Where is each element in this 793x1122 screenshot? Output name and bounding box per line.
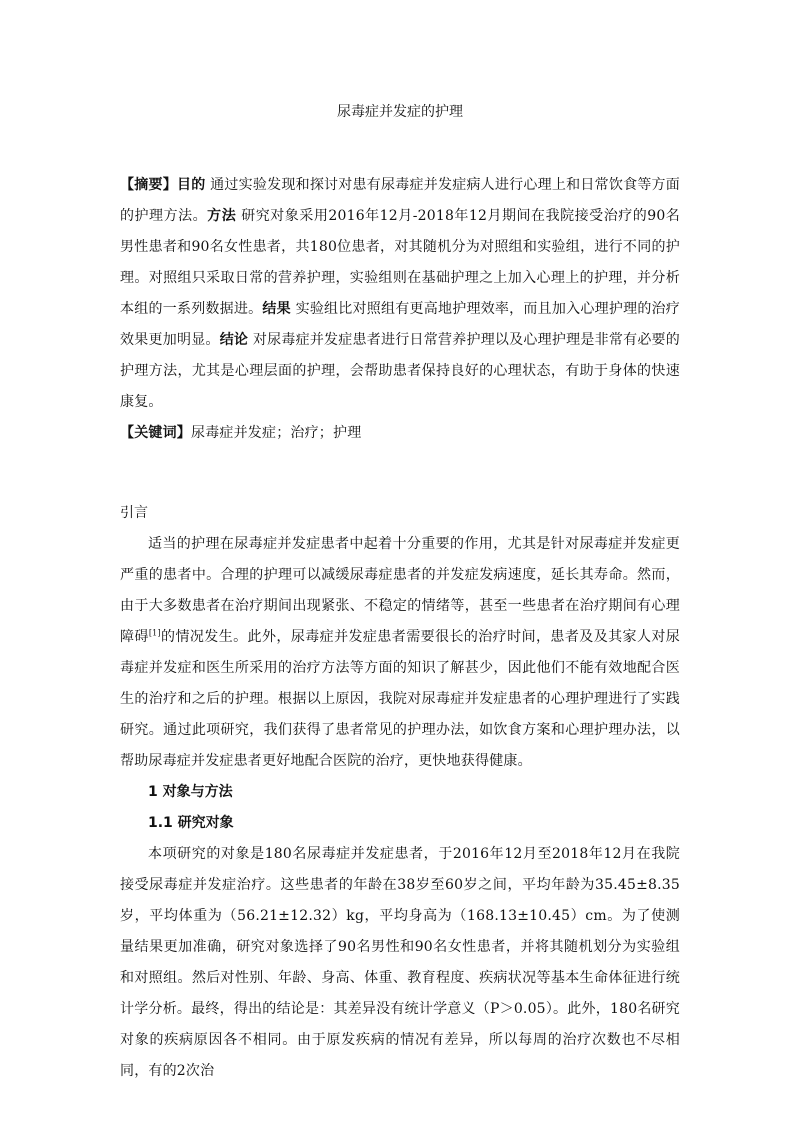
keywords-label: 【关键词】 [120,425,191,441]
method-text: 研究对象采用2016年12月-2018年12月期间在我院接受治疗的90名男性患者和90名女性患者，共180位患者，对其随机分为对照组和实验组，进行不同的护理。对照组只采取日常的营养护理，实验组则在基础护理之上加入心理上的护理，并分析本组的一系列数据进。 [120,208,681,317]
intro-text-part2: 的情况发生。此外，尿毒症并发症患者需要很长的治疗时间，患者及及其家人对尿毒症并发症和医生所采用的治疗方法等方面的知识了解甚少，因此他们不能有效地配合医生的治疗和之后的护理。根据以上原因，我院对尿毒症并发症患者的心理护理进行了实践研究。通过此项研究，我们获得了患者常见的护理办法，如饮食方案和心理护理办法，以帮助尿毒症并发症患者更好地配合医院的治疗，更快地获得健康。 [120,629,681,769]
subjects-paragraph: 本项研究的对象是180名尿毒症并发症患者，于2016年12月至2018年12月在我院接受尿毒症并发症治疗。这些患者的年龄在38岁至60岁之间，平均年龄为35.45±8.35岁，平均体重为（56.21±12.32）kg，平均身高为（168.13±10.45）cm。为了使测量结果更加准确，研究对象选择了90名男性和90名女性患者，并将其随机划分为实验组和对照组。然后对性别、年龄、身高、体重、教育程度、疾病状况等基本生命体征进行统计学分析。最终，得出的结论是：其差异没有统计学意义（P＞0.05）。此外，180名研究对象的疾病原因各不相同。由于原发疾病的情况有差异，所以每周的治疗次数也不尽相同，有的2次治 [120,846,680,1079]
section-heading-1: 1 对象与方法 [148,784,233,800]
result-text: 实验组比对照组有更高地护理效率，而且加入心理护理的治疗效果更加明显。 [120,301,680,348]
keywords-text: 尿毒症并发症；治疗；护理 [191,425,362,441]
document-page [120,100,680,1087]
section-heading-1-1: 1.1 研究对象 [148,815,234,831]
result-label: 结果 [262,301,291,317]
page-title: 尿毒症并发症的护理 [337,104,463,120]
purpose-label: 目的 [176,177,206,193]
intro-heading: 引言 [120,505,148,521]
purpose-text: 通过实验发现和探讨对患有尿毒症并发症病人进行心理上和日常饮食等方面的护理方法。 [120,177,680,224]
method-label: 方法 [207,208,237,224]
abstract-paragraph [120,170,680,418]
intro-text-part1: 适当的护理在尿毒症并发症患者中起着十分重要的作用，尤其是针对尿毒症并发症更严重的患者中。合理的护理可以减缓尿毒症患者的并发症发病速度，延长其寿命。然而，由于大多数患者在治疗期间出现紧张、不稳定的情绪等，甚至一些患者在治疗期间有心理障碍 [120,536,680,645]
intro-paragraph [120,529,680,777]
keywords-paragraph [120,418,680,449]
conclusion-text: 对尿毒症并发症患者进行日常营养护理以及心理护理是非常有必要的护理方法，尤其是心理层面的护理，会帮助患者保持良好的心理状态，有助于身体的快速康复。 [120,332,680,410]
abstract-label: 【摘要】 [120,177,177,193]
citation-ref[interactable]: [1] [148,628,161,638]
conclusion-label: 结论 [219,332,249,348]
